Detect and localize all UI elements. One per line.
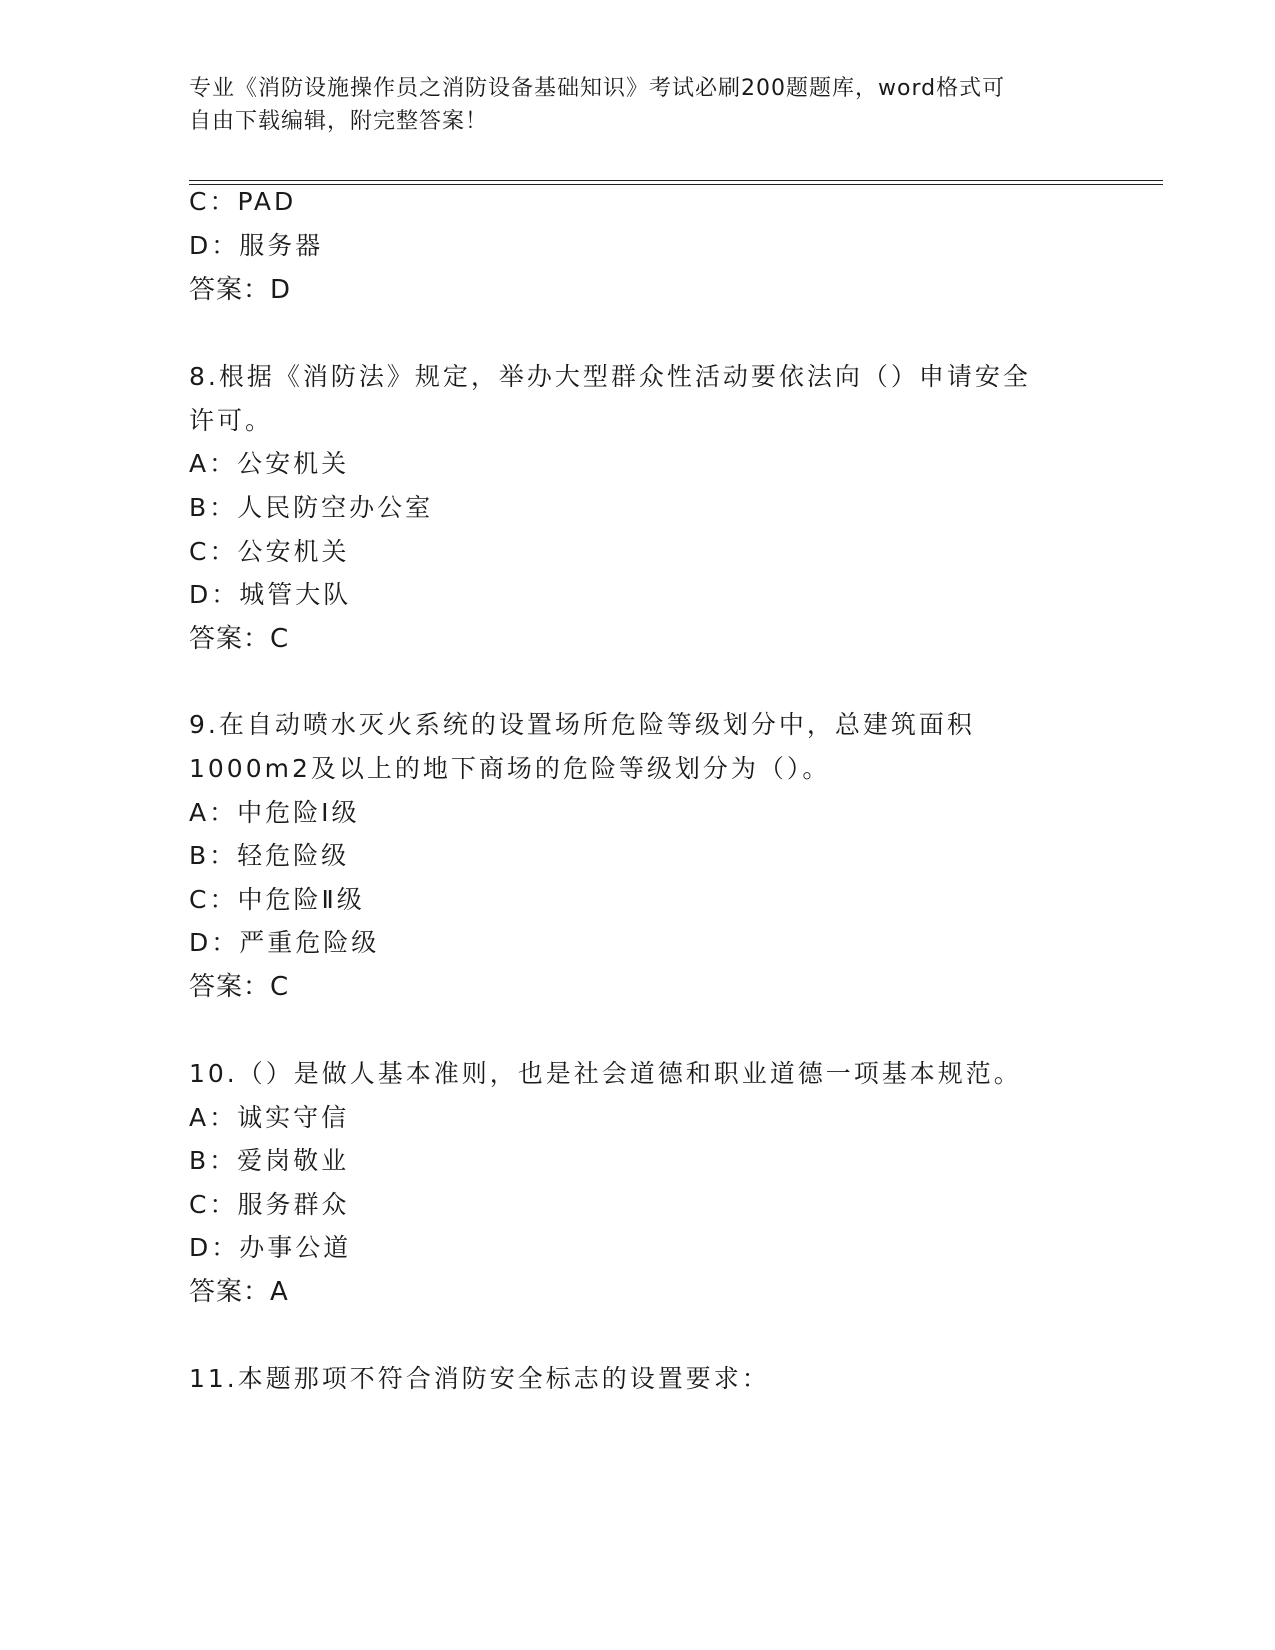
q9-answer: 答案：C [189, 972, 290, 1002]
q9-option-d: D：严重危险级 [189, 928, 380, 957]
q8-option-c: C：公安机关 [189, 537, 350, 566]
document-header [189, 72, 1089, 138]
q9-stem-line-1: 9.在自动喷水灭火系统的设置场所危险等级划分中，总建筑面积 [189, 710, 975, 739]
q10-stem-line-1: 10.（）是做人基本准则，也是社会道德和职业道德一项基本规范。 [189, 1059, 1022, 1088]
q10-option-c: C：服务群众 [189, 1190, 350, 1219]
q9-option-c: C：中危险Ⅱ级 [189, 885, 365, 914]
q8-option-d: D：城管大队 [189, 580, 352, 609]
q7-option-d: D：服务器 [189, 231, 324, 260]
header-line-2: 自由下载编辑，附完整答案！ [189, 109, 489, 134]
q10-option-b: B：爱岗敬业 [189, 1146, 350, 1175]
q10-option-a: A：诚实守信 [189, 1103, 350, 1132]
q8-option-b: B：人民防空办公室 [189, 493, 434, 522]
q10-answer: 答案：A [189, 1277, 289, 1307]
q8-option-a: A：公安机关 [189, 449, 350, 478]
header-line-1: 专业《消防设施操作员之消防设备基础知识》考试必刷200题题库，word格式可 [189, 76, 1006, 101]
q10-option-d: D：办事公道 [189, 1233, 352, 1262]
q9-option-b: B：轻危险级 [189, 841, 350, 870]
q8-stem-line-2: 许可。 [189, 406, 274, 435]
q9-option-a: A：中危险Ⅰ级 [189, 798, 360, 827]
q8-answer: 答案：C [189, 624, 290, 654]
q7-option-c: C：PAD [189, 187, 297, 216]
q11-stem-line-1: 11.本题那项不符合消防安全标志的设置要求： [189, 1364, 770, 1393]
q9-stem-line-2: 1000m2及以上的地下商场的危险等级划分为（）。 [189, 754, 831, 783]
header-divider [189, 180, 1163, 185]
q8-stem-line-1: 8.根据《消防法》规定，举办大型群众性活动要依法向（）申请安全 [189, 362, 1031, 391]
q7-answer: 答案：D [189, 275, 292, 305]
